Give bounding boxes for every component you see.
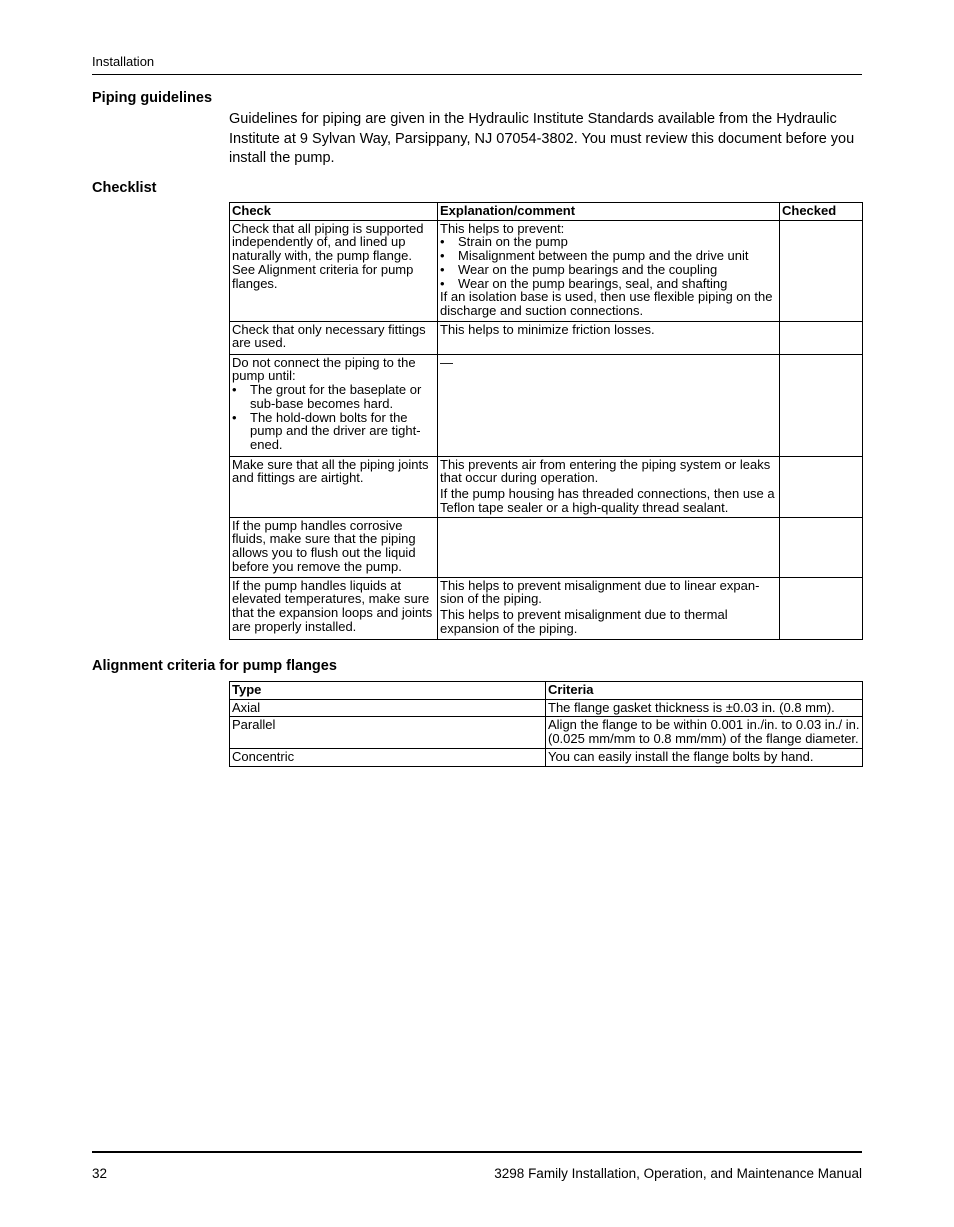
checked-cell[interactable] — [780, 220, 863, 321]
alignment-header-row — [230, 682, 863, 700]
type-cell: Parallel — [230, 717, 546, 748]
alignment-row — [230, 748, 863, 766]
checklist-row — [230, 577, 863, 639]
explanation-text-2: If the pump housing has threaded connections, then use a Teflon tape sealer or a high-quality thread sealant. — [440, 486, 775, 515]
bullet-item: • Strain on the pump — [440, 235, 777, 249]
type-cell: Concentric — [230, 748, 546, 766]
explanation-intro: This helps to prevent: — [440, 220, 565, 236]
check-text: Check that all piping is supported independently of, and lined up naturally with, the pump flange. — [232, 220, 424, 264]
checklist-row — [230, 517, 863, 577]
explanation-bullet-list — [440, 235, 777, 290]
checked-cell[interactable] — [780, 577, 863, 639]
column-header-check: Check — [230, 203, 438, 221]
criteria-cell: The flange gasket thickness is ±0.03 in. (0.8 mm). — [546, 699, 863, 717]
check-text: Do not connect the piping to the pump until: — [232, 354, 416, 384]
alignment-row — [230, 717, 863, 748]
bullet-item: • The hold-down bolts for the pump and the driver are tight-ened. — [232, 411, 435, 452]
check-cell: If the pump handles corrosive fluids, make sure that the piping allows you to flush out the liquid before you remove the pump. — [230, 517, 438, 577]
type-cell: Axial — [230, 699, 546, 717]
checked-cell[interactable] — [780, 321, 863, 354]
alignment-row — [230, 699, 863, 717]
check-cell: If the pump handles liquids at elevated temperatures, make sure that the expansion loops and joints are properly installed. — [230, 577, 438, 639]
checklist-row — [230, 321, 863, 354]
checklist-row — [230, 354, 863, 456]
explanation-cell: — — [438, 354, 780, 456]
criteria-cell: You can easily install the flange bolts by hand. — [546, 748, 863, 766]
check-cell: Make sure that all the piping joints and fittings are airtight. — [230, 456, 438, 517]
checklist-table — [229, 202, 863, 640]
bullet-item: • Wear on the pump bearings, seal, and shafting — [440, 277, 777, 291]
criteria-cell: Align the flange to be within 0.001 in./in. to 0.03 in./ in. (0.025 mm/mm to 0.8 mm/mm) of the flange diameter. — [546, 717, 863, 748]
running-header: Installation — [92, 54, 155, 69]
explanation-text: This prevents air from entering the piping system or leaks that occur during operation. — [440, 456, 771, 486]
explanation-cell — [438, 456, 780, 517]
explanation-cell — [438, 220, 780, 321]
piping-guidelines-heading: Piping guidelines — [92, 90, 213, 106]
bullet-item: • Wear on the pump bearings and the coupling — [440, 263, 777, 277]
explanation-outro: If an isolation base is used, then use flexible piping on the discharge and suction connections. — [440, 289, 773, 318]
check-cell: Check that only necessary fittings are used. — [230, 321, 438, 354]
header-divider — [92, 74, 862, 75]
check-cross-reference: See Alignment criteria for pump flanges. — [232, 261, 414, 291]
check-bullet-list — [232, 383, 435, 452]
checklist-header-row — [230, 203, 863, 221]
explanation-text-2: This helps to prevent misalignment due to thermal expansion of the piping. — [440, 607, 728, 636]
alignment-criteria-table — [229, 681, 863, 767]
piping-intro-paragraph: Guidelines for piping are given in the Hydraulic Institute Standards available from the Hydraulic Institute at 9 Sylvan Way, Parsippany, NJ 07054-3802. You must review this document before you install the pump. — [229, 111, 855, 166]
explanation-cell — [438, 517, 780, 577]
checked-cell[interactable] — [780, 354, 863, 456]
explanation-cell: This helps to minimize friction losses. — [438, 321, 780, 354]
column-header-checked: Checked — [780, 203, 863, 221]
footer-divider — [92, 1151, 862, 1153]
checked-cell[interactable] — [780, 517, 863, 577]
explanation-text: This helps to prevent misalignment due to linear expan-sion of the piping. — [440, 577, 760, 607]
column-header-explanation: Explanation/comment — [438, 203, 780, 221]
manual-title: 3298 Family Installation, Operation, and Maintenance Manual — [494, 1166, 862, 1181]
column-header-criteria: Criteria — [546, 682, 863, 700]
check-cell — [230, 354, 438, 456]
page-number: 32 — [92, 1166, 108, 1181]
explanation-cell — [438, 577, 780, 639]
checklist-row — [230, 220, 863, 321]
bullet-item: • The grout for the baseplate or sub-base becomes hard. — [232, 383, 435, 410]
check-cell — [230, 220, 438, 321]
column-header-type: Type — [230, 682, 546, 700]
checklist-heading: Checklist — [92, 180, 157, 196]
bullet-item: • Misalignment between the pump and the drive unit — [440, 249, 777, 263]
checklist-row — [230, 456, 863, 517]
alignment-criteria-heading: Alignment criteria for pump flanges — [92, 658, 337, 674]
checked-cell[interactable] — [780, 456, 863, 517]
